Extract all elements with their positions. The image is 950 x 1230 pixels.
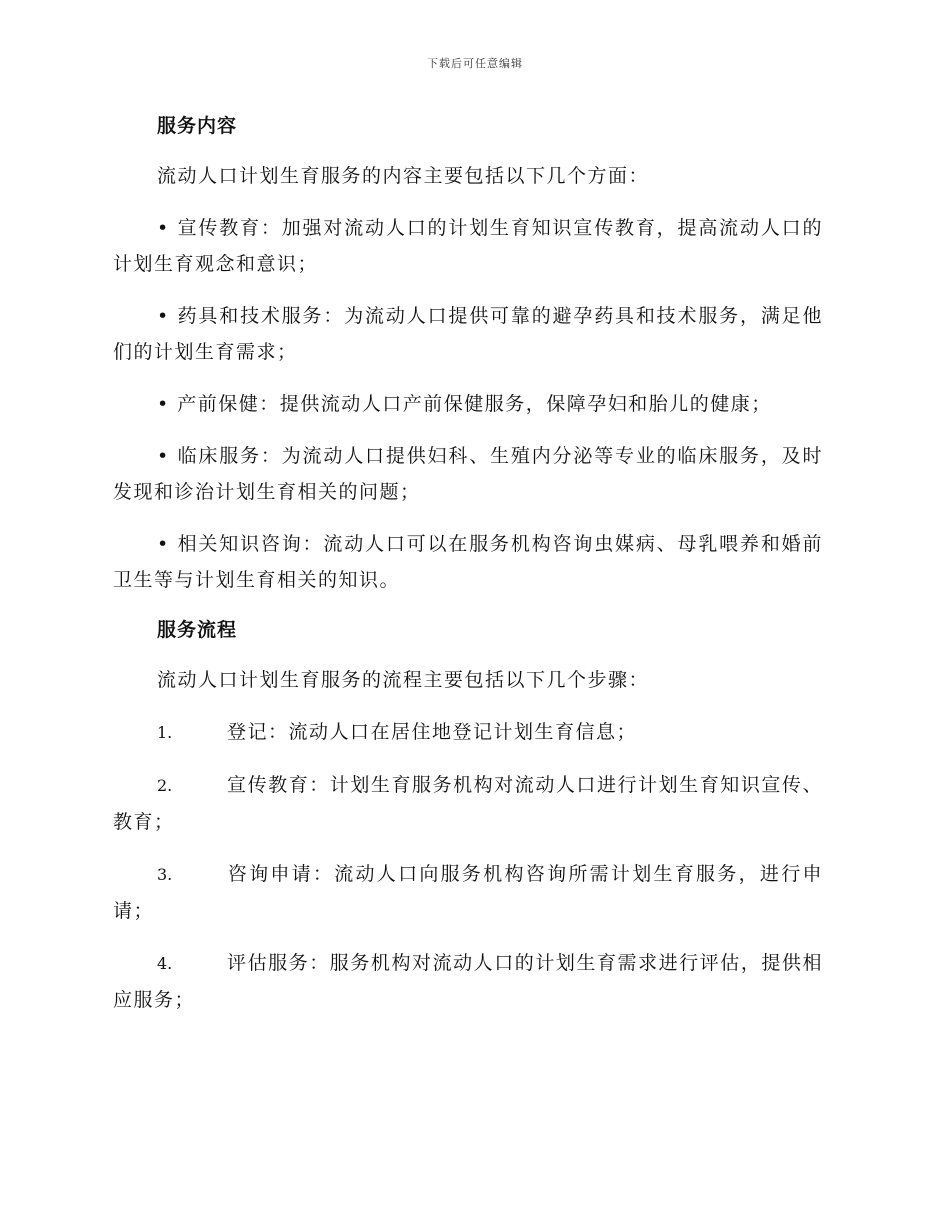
content-item-3: • 产前保健：提供流动人口产前保健服务，保障孕妇和胎儿的健康； — [157, 393, 772, 415]
section-title-process: 服务流程 — [157, 619, 238, 641]
process-step-1 — [113, 714, 823, 751]
step-text: 评估服务：服务机构对流动人口的计划生育需求进行评估，提供相应服务； — [113, 952, 823, 1011]
step-number: 1. — [157, 723, 173, 742]
section-title-content: 服务内容 — [157, 115, 238, 137]
step-number: 2. — [157, 776, 173, 795]
content-item-1: • 宣传教育：加强对流动人口的计划生育知识宣传教育，提高流动人口的计划生育观念和意识； — [113, 217, 823, 275]
step-number: 3. — [157, 865, 173, 884]
document-body — [113, 112, 823, 1034]
content-item-2: • 药具和技术服务：为流动人口提供可靠的避孕药具和技术服务，满足他们的计划生育需求； — [113, 305, 823, 363]
process-intro: 流动人口计划生育服务的流程主要包括以下几个步骤： — [157, 669, 650, 691]
process-step-2 — [113, 767, 823, 840]
step-text: 宣传教育：计划生育服务机构对流动人口进行计划生育知识宣传、教育； — [113, 774, 823, 833]
page-header: 下载后可任意编辑 — [427, 57, 523, 70]
step-text: 登记：流动人口在居住地登记计划生育信息； — [227, 721, 638, 743]
step-text: 咨询申请：流动人口向服务机构咨询所需计划生育服务，进行申请； — [113, 863, 823, 922]
process-step-3 — [113, 856, 823, 929]
step-number: 4. — [157, 954, 173, 973]
content-intro: 流动人口计划生育服务的内容主要包括以下几个方面： — [157, 165, 650, 187]
process-step-4 — [113, 945, 823, 1018]
content-item-4: • 临床服务：为流动人口提供妇科、生殖内分泌等专业的临床服务，及时发现和诊治计划生育相关的问题； — [113, 445, 823, 503]
content-item-5: • 相关知识咨询：流动人口可以在服务机构咨询虫媒病、母乳喂养和婚前卫生等与计划生育相关的知识。 — [113, 533, 823, 591]
